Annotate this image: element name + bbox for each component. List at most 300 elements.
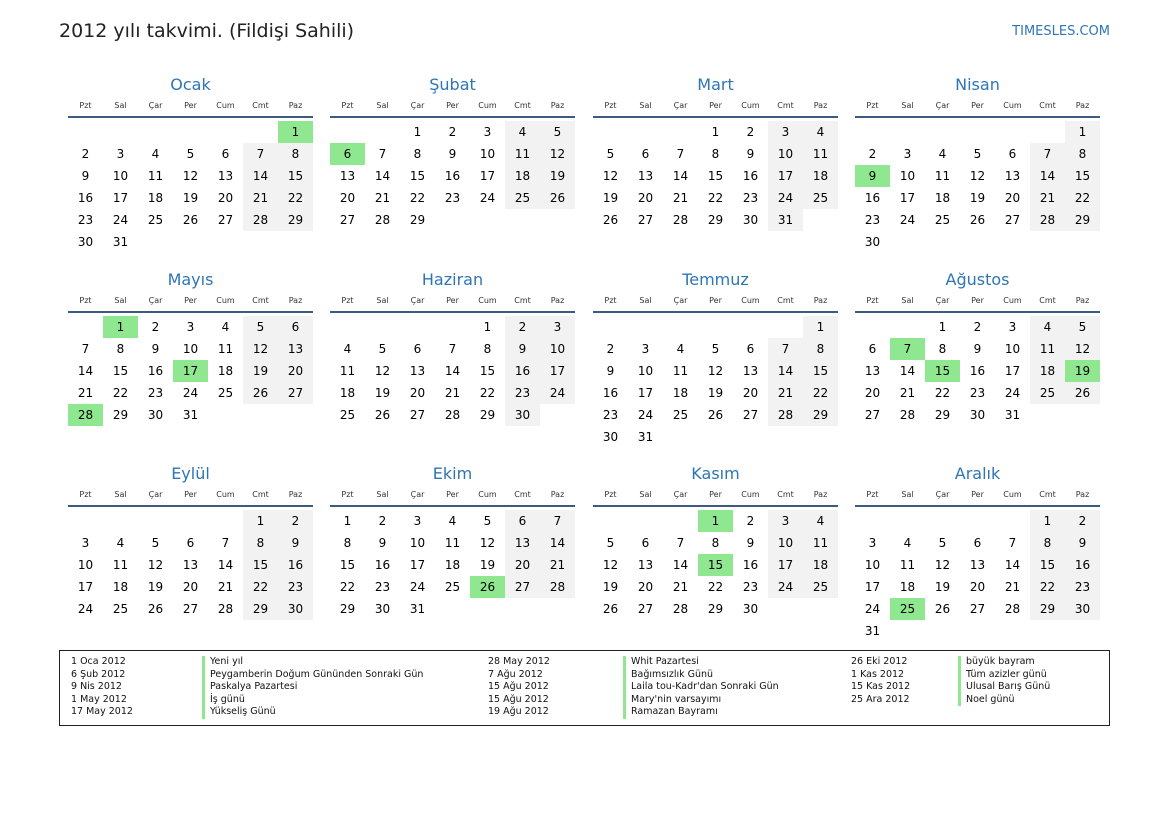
day-cell: 2 bbox=[505, 316, 540, 338]
day-cell: 27 bbox=[864, 408, 881, 422]
day-cell: 28 bbox=[444, 408, 461, 422]
day-cell: 17 bbox=[899, 191, 916, 205]
day-cell: 6 bbox=[746, 342, 755, 356]
day-cell: 12 bbox=[707, 364, 724, 378]
day-cell: 13 bbox=[637, 169, 654, 183]
day-cell: 24 bbox=[637, 408, 654, 422]
day-cell: 5 bbox=[973, 147, 982, 161]
day-cell: 14 bbox=[899, 364, 916, 378]
day-cell: 10 bbox=[1004, 342, 1021, 356]
day-cell: 29 bbox=[1065, 209, 1100, 231]
holiday-day-cell: 6 bbox=[330, 143, 365, 165]
weekday-label: Cmt bbox=[514, 490, 531, 499]
month-header-rule bbox=[68, 505, 313, 507]
day-cell: 18 bbox=[803, 165, 838, 187]
day-cell: 24 bbox=[409, 580, 426, 594]
day-cell: 15 bbox=[479, 364, 496, 378]
weekday-label: Paz bbox=[1075, 101, 1090, 110]
day-cell: 22 bbox=[1065, 187, 1100, 209]
day-cell: 3 bbox=[186, 320, 195, 334]
weekday-label: Cum bbox=[216, 296, 235, 305]
day-cell: 20 bbox=[182, 580, 199, 594]
day-cell: 18 bbox=[672, 386, 689, 400]
weekday-label: Sal bbox=[114, 490, 127, 499]
day-cell: 26 bbox=[602, 213, 619, 227]
day-cell: 16 bbox=[374, 558, 391, 572]
month-header-rule bbox=[68, 116, 313, 118]
holiday-day-cell: 28 bbox=[68, 404, 103, 426]
day-cell: 4 bbox=[221, 320, 230, 334]
weekday-label: Sal bbox=[901, 101, 914, 110]
legend-holiday-name: İş günü bbox=[202, 694, 423, 707]
day-cell: 26 bbox=[969, 213, 986, 227]
day-cell: 5 bbox=[938, 536, 947, 550]
day-cell: 11 bbox=[444, 536, 461, 550]
brand-link[interactable]: TIMESLES.COM bbox=[1012, 24, 1110, 39]
day-cell: 12 bbox=[147, 558, 164, 572]
legend-date: 26 Eki 2012 bbox=[851, 656, 908, 667]
day-cell: 4 bbox=[803, 121, 838, 143]
day-cell: 24 bbox=[540, 382, 575, 404]
day-cell: 11 bbox=[672, 364, 689, 378]
day-cell: 5 bbox=[243, 316, 278, 338]
day-cell: 4 bbox=[1030, 316, 1065, 338]
day-cell: 3 bbox=[768, 121, 803, 143]
day-cell: 2 bbox=[81, 147, 90, 161]
day-cell: 19 bbox=[540, 165, 575, 187]
day-cell: 30 bbox=[969, 408, 986, 422]
day-cell: 21 bbox=[1030, 187, 1065, 209]
day-cell: 17 bbox=[479, 169, 496, 183]
weekday-label: Pzt bbox=[866, 490, 879, 499]
day-cell: 24 bbox=[182, 386, 199, 400]
legend-holiday-name: Ramazan Bayramı bbox=[623, 706, 779, 719]
day-cell: 27 bbox=[182, 602, 199, 616]
holiday-day-cell: 15 bbox=[698, 554, 733, 576]
day-cell: 9 bbox=[505, 338, 540, 360]
day-cell: 11 bbox=[1030, 338, 1065, 360]
day-cell: 4 bbox=[676, 342, 685, 356]
holiday-day-cell: 1 bbox=[103, 316, 138, 338]
day-cell: 18 bbox=[803, 554, 838, 576]
weekday-label: Paz bbox=[1075, 490, 1090, 499]
day-cell: 6 bbox=[973, 536, 982, 550]
day-cell: 25 bbox=[803, 576, 838, 598]
day-cell: 20 bbox=[339, 191, 356, 205]
weekday-label: Paz bbox=[813, 101, 828, 110]
day-cell: 15 bbox=[707, 169, 724, 183]
day-cell: 21 bbox=[540, 554, 575, 576]
holiday-legend bbox=[59, 650, 1110, 726]
day-cell: 25 bbox=[112, 602, 129, 616]
month-5 bbox=[68, 269, 313, 449]
day-cell: 29 bbox=[707, 213, 724, 227]
legend-holiday-name: Laila tou-Kadr'dan Sonraki Gün bbox=[623, 681, 779, 694]
weekday-label: Pzt bbox=[79, 296, 92, 305]
day-cell: 28 bbox=[1030, 209, 1065, 231]
weekday-label: Per bbox=[446, 490, 459, 499]
day-cell: 28 bbox=[899, 408, 916, 422]
day-cell: 6 bbox=[413, 342, 422, 356]
weekday-label: Çar bbox=[148, 296, 163, 305]
weekday-label: Cum bbox=[1003, 101, 1022, 110]
weekday-label: Çar bbox=[935, 490, 950, 499]
weekday-label: Çar bbox=[673, 296, 688, 305]
day-cell: 30 bbox=[374, 602, 391, 616]
day-cell: 29 bbox=[803, 404, 838, 426]
day-cell: 1 bbox=[413, 125, 422, 139]
day-cell: 9 bbox=[1065, 532, 1100, 554]
day-cell: 12 bbox=[182, 169, 199, 183]
day-cell: 28 bbox=[1004, 602, 1021, 616]
legend-names-column bbox=[958, 656, 1050, 706]
day-cell: 1 bbox=[1030, 510, 1065, 532]
day-cell: 3 bbox=[116, 147, 125, 161]
day-cell: 20 bbox=[278, 360, 313, 382]
day-cell: 10 bbox=[479, 147, 496, 161]
day-cell: 1 bbox=[711, 125, 720, 139]
day-cell: 22 bbox=[112, 386, 129, 400]
day-cell: 28 bbox=[672, 213, 689, 227]
day-cell: 12 bbox=[602, 169, 619, 183]
day-cell: 7 bbox=[221, 536, 230, 550]
day-cell: 8 bbox=[1065, 143, 1100, 165]
day-cell: 15 bbox=[243, 554, 278, 576]
weekday-label: Çar bbox=[935, 101, 950, 110]
weekday-label: Cmt bbox=[1039, 296, 1056, 305]
day-cell: 27 bbox=[637, 602, 654, 616]
weekday-label: Cum bbox=[741, 296, 760, 305]
day-cell: 19 bbox=[374, 386, 391, 400]
day-cell: 16 bbox=[969, 364, 986, 378]
weekday-label: Çar bbox=[673, 101, 688, 110]
day-cell: 8 bbox=[483, 342, 492, 356]
weekday-label: Pzt bbox=[604, 490, 617, 499]
day-cell: 7 bbox=[676, 147, 685, 161]
weekday-label: Pzt bbox=[79, 101, 92, 110]
day-cell: 15 bbox=[339, 558, 356, 572]
day-cell: 30 bbox=[1065, 598, 1100, 620]
weekday-label: Pzt bbox=[866, 101, 879, 110]
weekday-label: Per bbox=[446, 101, 459, 110]
weekday-label: Cmt bbox=[514, 101, 531, 110]
month-name: Ağustos bbox=[945, 270, 1010, 289]
month-name: Şubat bbox=[429, 75, 476, 94]
day-cell: 27 bbox=[217, 213, 234, 227]
day-cell: 28 bbox=[374, 213, 391, 227]
day-cell: 11 bbox=[217, 342, 234, 356]
day-cell: 5 bbox=[151, 536, 160, 550]
day-cell: 13 bbox=[637, 558, 654, 572]
weekday-label: Per bbox=[184, 296, 197, 305]
day-cell: 30 bbox=[864, 235, 881, 249]
day-cell: 17 bbox=[768, 554, 803, 576]
month-name: Ocak bbox=[170, 75, 211, 94]
day-cell: 21 bbox=[374, 191, 391, 205]
day-cell: 3 bbox=[81, 536, 90, 550]
weekday-label: Sal bbox=[639, 490, 652, 499]
weekday-label: Sal bbox=[114, 296, 127, 305]
legend-date: 17 May 2012 bbox=[71, 706, 133, 718]
day-cell: 22 bbox=[409, 191, 426, 205]
day-cell: 22 bbox=[803, 382, 838, 404]
day-cell: 17 bbox=[409, 558, 426, 572]
month-name: Eylül bbox=[171, 464, 210, 483]
month-9 bbox=[68, 463, 313, 643]
day-cell: 15 bbox=[1065, 165, 1100, 187]
day-cell: 9 bbox=[973, 342, 982, 356]
day-cell: 5 bbox=[378, 342, 387, 356]
day-cell: 12 bbox=[374, 364, 391, 378]
day-cell: 25 bbox=[339, 408, 356, 422]
weekday-label: Cum bbox=[478, 490, 497, 499]
day-cell: 7 bbox=[540, 510, 575, 532]
day-cell: 28 bbox=[768, 404, 803, 426]
month-header-rule bbox=[593, 505, 838, 507]
day-cell: 4 bbox=[505, 121, 540, 143]
day-cell: 5 bbox=[1065, 316, 1100, 338]
weekday-label: Per bbox=[971, 490, 984, 499]
day-cell: 22 bbox=[1030, 576, 1065, 598]
day-cell: 7 bbox=[448, 342, 457, 356]
day-cell: 28 bbox=[672, 602, 689, 616]
day-cell: 17 bbox=[768, 165, 803, 187]
legend-date: 1 May 2012 bbox=[71, 693, 127, 705]
weekday-label: Sal bbox=[901, 490, 914, 499]
day-cell: 17 bbox=[540, 360, 575, 382]
weekday-label: Çar bbox=[410, 296, 425, 305]
day-cell: 25 bbox=[672, 408, 689, 422]
day-cell: 27 bbox=[637, 213, 654, 227]
day-cell: 6 bbox=[186, 536, 195, 550]
day-cell: 25 bbox=[147, 213, 164, 227]
month-name: Mart bbox=[697, 75, 734, 94]
day-cell: 9 bbox=[378, 536, 387, 550]
weekday-label: Per bbox=[184, 101, 197, 110]
weekday-label: Cum bbox=[741, 490, 760, 499]
day-cell: 27 bbox=[339, 213, 356, 227]
day-cell: 11 bbox=[339, 364, 356, 378]
day-cell: 19 bbox=[707, 386, 724, 400]
day-cell: 6 bbox=[278, 316, 313, 338]
legend-holiday-name: Ulusal Barış Günü bbox=[958, 681, 1050, 694]
legend-holiday-name: Yükseliş Günü bbox=[202, 706, 423, 719]
day-cell: 25 bbox=[1030, 382, 1065, 404]
weekday-label: Çar bbox=[935, 296, 950, 305]
day-cell: 4 bbox=[903, 536, 912, 550]
day-cell: 19 bbox=[147, 580, 164, 594]
weekday-label: Cmt bbox=[514, 296, 531, 305]
day-cell: 9 bbox=[746, 147, 755, 161]
day-cell: 1 bbox=[938, 320, 947, 334]
day-cell: 20 bbox=[969, 580, 986, 594]
weekday-label: Cum bbox=[478, 296, 497, 305]
day-cell: 15 bbox=[112, 364, 129, 378]
day-cell: 30 bbox=[505, 404, 540, 426]
legend-date: 15 Kas 2012 bbox=[851, 681, 911, 693]
day-cell: 22 bbox=[479, 386, 496, 400]
weekday-label: Cmt bbox=[1039, 490, 1056, 499]
day-cell: 19 bbox=[479, 558, 496, 572]
day-cell: 2 bbox=[378, 514, 387, 528]
day-cell: 8 bbox=[938, 342, 947, 356]
weekday-label: Sal bbox=[639, 101, 652, 110]
day-cell: 17 bbox=[637, 386, 654, 400]
weekday-label: Cmt bbox=[777, 490, 794, 499]
weekday-label: Per bbox=[709, 490, 722, 499]
day-cell: 2 bbox=[278, 510, 313, 532]
weekday-label: Cum bbox=[216, 490, 235, 499]
day-cell: 19 bbox=[969, 191, 986, 205]
weekday-label: Per bbox=[971, 101, 984, 110]
day-cell: 6 bbox=[221, 147, 230, 161]
weekday-label: Pzt bbox=[341, 490, 354, 499]
weekday-label: Paz bbox=[1075, 296, 1090, 305]
day-cell: 14 bbox=[444, 364, 461, 378]
day-cell: 3 bbox=[1008, 320, 1017, 334]
day-cell: 13 bbox=[339, 169, 356, 183]
month-12 bbox=[855, 463, 1100, 643]
day-cell: 27 bbox=[409, 408, 426, 422]
day-cell: 12 bbox=[1065, 338, 1100, 360]
day-cell: 27 bbox=[278, 382, 313, 404]
day-cell: 22 bbox=[278, 187, 313, 209]
day-cell: 11 bbox=[112, 558, 129, 572]
day-cell: 24 bbox=[864, 602, 881, 616]
day-cell: 31 bbox=[409, 602, 426, 616]
weekday-label: Sal bbox=[114, 101, 127, 110]
day-cell: 23 bbox=[742, 580, 759, 594]
weekday-label: Cum bbox=[1003, 296, 1022, 305]
day-cell: 25 bbox=[505, 187, 540, 209]
day-cell: 14 bbox=[1030, 165, 1065, 187]
legend-holiday-name: Yeni yıl bbox=[202, 656, 423, 669]
legend-holiday-name: Tüm azizler günü bbox=[958, 669, 1050, 682]
day-cell: 29 bbox=[112, 408, 129, 422]
day-cell: 18 bbox=[147, 191, 164, 205]
day-cell: 14 bbox=[374, 169, 391, 183]
day-cell: 31 bbox=[112, 235, 129, 249]
holiday-day-cell: 26 bbox=[470, 576, 505, 598]
day-cell: 29 bbox=[409, 213, 426, 227]
day-cell: 12 bbox=[934, 558, 951, 572]
day-cell: 24 bbox=[768, 576, 803, 598]
day-cell: 18 bbox=[899, 580, 916, 594]
page-title: 2012 yılı takvimi. (Fildişi Sahili) bbox=[59, 20, 355, 42]
day-cell: 20 bbox=[637, 191, 654, 205]
day-cell: 21 bbox=[243, 187, 278, 209]
weekday-label: Cum bbox=[478, 101, 497, 110]
day-cell: 13 bbox=[1004, 169, 1021, 183]
legend-date: 9 Nis 2012 bbox=[71, 681, 122, 693]
day-cell: 23 bbox=[864, 213, 881, 227]
weekday-label: Pzt bbox=[79, 490, 92, 499]
holiday-day-cell: 25 bbox=[890, 598, 925, 620]
day-cell: 10 bbox=[637, 364, 654, 378]
month-header-rule bbox=[330, 505, 575, 507]
day-cell: 19 bbox=[934, 580, 951, 594]
legend-dates-column bbox=[71, 656, 133, 719]
day-cell: 7 bbox=[243, 143, 278, 165]
day-cell: 14 bbox=[77, 364, 94, 378]
day-cell: 20 bbox=[505, 554, 540, 576]
day-cell: 9 bbox=[606, 364, 615, 378]
weekday-label: Sal bbox=[376, 490, 389, 499]
day-cell: 29 bbox=[934, 408, 951, 422]
day-cell: 7 bbox=[1008, 536, 1017, 550]
day-cell: 5 bbox=[483, 514, 492, 528]
day-cell: 21 bbox=[672, 580, 689, 594]
day-cell: 10 bbox=[540, 338, 575, 360]
day-cell: 29 bbox=[339, 602, 356, 616]
day-cell: 31 bbox=[182, 408, 199, 422]
day-cell: 3 bbox=[540, 316, 575, 338]
day-cell: 2 bbox=[448, 125, 457, 139]
day-cell: 24 bbox=[899, 213, 916, 227]
holiday-day-cell: 1 bbox=[278, 121, 313, 143]
day-cell: 26 bbox=[934, 602, 951, 616]
day-cell: 30 bbox=[602, 430, 619, 444]
month-header-rule bbox=[855, 116, 1100, 118]
day-cell: 23 bbox=[1065, 576, 1100, 598]
month-2 bbox=[330, 74, 575, 254]
day-cell: 16 bbox=[77, 191, 94, 205]
day-cell: 11 bbox=[147, 169, 164, 183]
legend-date: 15 Ağu 2012 bbox=[488, 681, 549, 693]
day-cell: 1 bbox=[483, 320, 492, 334]
day-cell: 12 bbox=[243, 338, 278, 360]
weekday-label: Pzt bbox=[341, 101, 354, 110]
day-cell: 18 bbox=[339, 386, 356, 400]
weekday-label: Cmt bbox=[1039, 101, 1056, 110]
day-cell: 4 bbox=[448, 514, 457, 528]
weekday-label: Cmt bbox=[252, 101, 269, 110]
weekday-label: Cum bbox=[216, 101, 235, 110]
legend-date: 7 Ağu 2012 bbox=[488, 668, 543, 680]
day-cell: 2 bbox=[151, 320, 160, 334]
day-cell: 25 bbox=[217, 386, 234, 400]
day-cell: 4 bbox=[116, 536, 125, 550]
day-cell: 13 bbox=[742, 364, 759, 378]
day-cell: 16 bbox=[742, 558, 759, 572]
day-cell: 17 bbox=[112, 191, 129, 205]
holiday-day-cell: 15 bbox=[925, 360, 960, 382]
day-cell: 26 bbox=[540, 187, 575, 209]
day-cell: 17 bbox=[864, 580, 881, 594]
legend-names-column bbox=[623, 656, 779, 719]
day-cell: 10 bbox=[182, 342, 199, 356]
day-cell: 30 bbox=[278, 598, 313, 620]
legend-holiday-name: Noel günü bbox=[958, 694, 1050, 707]
month-4 bbox=[855, 74, 1100, 254]
weekday-label: Cum bbox=[1003, 490, 1022, 499]
day-cell: 25 bbox=[444, 580, 461, 594]
month-11 bbox=[593, 463, 838, 643]
weekday-label: Per bbox=[709, 101, 722, 110]
day-cell: 18 bbox=[112, 580, 129, 594]
day-cell: 22 bbox=[243, 576, 278, 598]
day-cell: 24 bbox=[1004, 386, 1021, 400]
holiday-day-cell: 1 bbox=[698, 510, 733, 532]
day-cell: 16 bbox=[278, 554, 313, 576]
weekday-label: Paz bbox=[550, 296, 565, 305]
day-cell: 11 bbox=[803, 532, 838, 554]
day-cell: 21 bbox=[1004, 580, 1021, 594]
month-1 bbox=[68, 74, 313, 254]
weekday-label: Paz bbox=[288, 101, 303, 110]
day-cell: 3 bbox=[413, 514, 422, 528]
day-cell: 20 bbox=[637, 580, 654, 594]
